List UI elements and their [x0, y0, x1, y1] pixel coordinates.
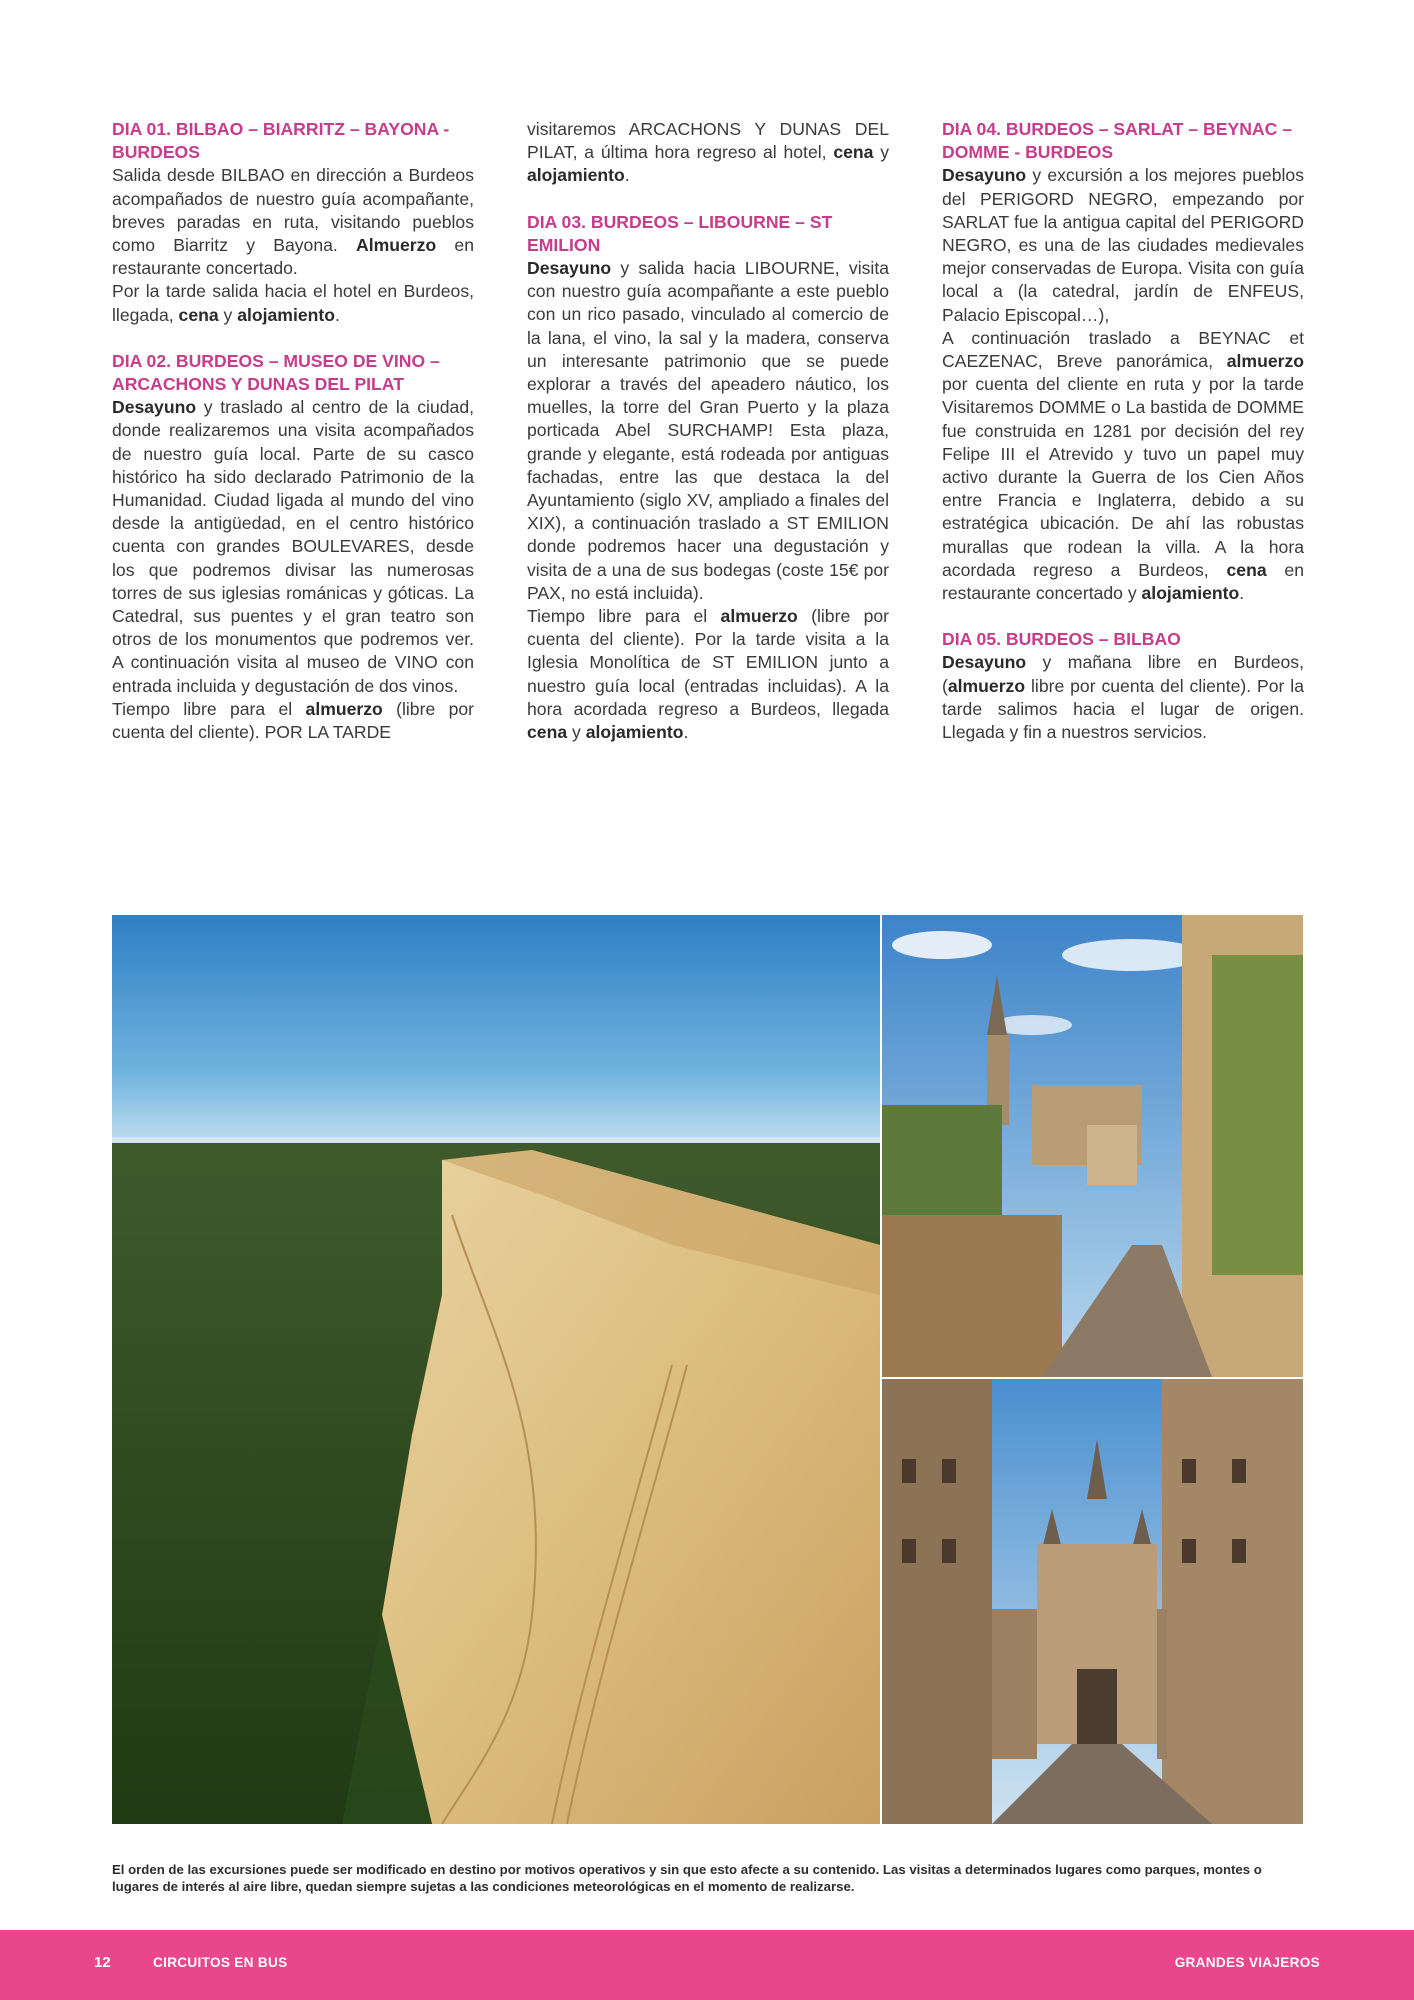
- day-02-paragraph-part-a: Tiempo libre para el almuerzo (libre por cuenta del cliente). POR LA TARDE: [112, 698, 474, 743]
- day-04: [942, 118, 1304, 605]
- village-illustration: [882, 915, 1303, 1377]
- porte-cailhau-bordeaux-photo: [882, 1379, 1303, 1824]
- dune-illustration: [112, 915, 880, 1824]
- day-01-paragraph: Salida desde BILBAO en dirección a Burdeos acompañados de nuestro guía acompañante, breves paradas en ruta, visitando pueblos como Biarritz y Bayona. Almuerzo en restaurante concertado.: [112, 165, 474, 279]
- gate-illustration: [882, 1379, 1303, 1824]
- brand-label: GRANDES VIAJEROS: [1174, 1955, 1320, 1970]
- day-03-paragraph: Desayuno y salida hacia LIBOURNE, visita con nuestro guía acompañante a este pueblo con un rico pasado, vinculado al comercio de la lana, el vino, la sal y la madera, conserva un interesante patrimonio que se puede explorar a través del apeadero náutico, los muelles, la torre del Gran Puerto y la plaza porticada Abel SURCHAMP! Esta plaza, grande y elegante, está rodeada por antiguas fachadas, entre las que destaca la del Ayuntamiento (siglo XV, ampliado a finales del XIX), a continuación traslado a ST EMILION donde podremos hacer una degustación y visita de a una de sus bodegas (coste 15€ por PAX, no está incluida).: [527, 258, 889, 603]
- day-04-paragraph: Desayuno y excursión a los mejores pueblos del PERIGORD NEGRO, empezando por SARLAT fue la antigua capital del PERIGORD NEGRO, es una de las ciudades medievales mejor conservadas de Europa. Visita con guía local a (la catedral, jardín de ENFEUS, Palacio Episcopal…),: [942, 165, 1304, 325]
- page-number: 12: [94, 1954, 111, 1971]
- day-04-paragraph: A continuación traslado a BEYNAC et CAEZENAC, Breve panorámica, almuerzo por cuenta del cliente en ruta y por la tarde Visitaremos DOMME o La bastida de DOMME fue construida en 1281 por decisión del rey Felipe III el Atrevido y tuvo un papel muy activo durante la Guerra de los Cien Años entre Francia e Inglaterra, debido a su estratégica ubicación. De ahí las robustas murallas que rodean la villa. A la hora acordada regreso a Burdeos, cena en restaurante concertado y alojamiento.: [942, 327, 1304, 604]
- photo-collage: [112, 915, 1303, 1824]
- day-01-title: DIA 01. BILBAO – BIARRITZ – BAYONA - BURDEOS: [112, 119, 450, 163]
- column-3: [942, 118, 1304, 767]
- disclaimer-note: El orden de las excursiones puede ser modificado en destino por motivos operativos y sin que esto afecte a su contenido. Las visitas a determinados lugares como parques, montes o lugares de interés al aire libre, quedan siempre sujetas a las condiciones meteorológicas en el momento de realizarse.: [112, 1862, 1262, 1895]
- day-03-title: DIA 03. BURDEOS – LIBOURNE – ST EMILION: [527, 211, 833, 255]
- day-05-paragraph: Desayuno y mañana libre en Burdeos, (almuerzo libre por cuenta del cliente). Por la tarde salimos hacia el lugar de origen. Llegada y fin a nuestros servicios.: [942, 652, 1304, 743]
- day-05-title: DIA 05. BURDEOS – BILBAO: [942, 629, 1181, 650]
- column-1: [112, 118, 474, 767]
- day-02-title: DIA 02. BURDEOS – MUSEO DE VINO – ARCACHONS Y DUNAS DEL PILAT: [112, 350, 440, 395]
- column-2: [527, 118, 889, 767]
- day-04-title: DIA 04. BURDEOS – SARLAT – BEYNAC – DOMME - BURDEOS: [942, 119, 1292, 163]
- page-footer: [0, 1930, 1414, 2000]
- day-02-paragraph: Desayuno y traslado al centro de la ciudad, donde realizaremos una visita acompañados de nuestro guía local. Parte de su casco histórico ha sido declarado Patrimonio de la Humanidad. Ciudad ligada al mundo del vino desde la antigüedad, en el centro histórico cuenta con grandes BOULEVARES, desde los que podremos divisar las numerosas torres de sus iglesias románicas y góticas. La Catedral, sus puentes y el gran teatro son otros de los monumentos que podremos ver. A continuación visita al museo de VINO con entrada incluida y degustación de dos vinos.: [112, 397, 474, 696]
- saint-emilion-street-photo: [882, 915, 1303, 1377]
- day-02-continued: [527, 118, 889, 188]
- day-02: [112, 350, 474, 744]
- day-03-paragraph: Tiempo libre para el almuerzo (libre por cuenta del cliente). Por la tarde visita a la Iglesia Monolítica de ST EMILION junto a nuestro guía local (entradas incluidas). A la hora acordada regreso a Burdeos, llegada cena y alojamiento.: [527, 606, 889, 743]
- day-01: [112, 118, 474, 327]
- section-label: CIRCUITOS EN BUS: [153, 1955, 288, 1970]
- day-01-paragraph: Por la tarde salida hacia el hotel en Burdeos, llegada, cena y alojamiento.: [112, 281, 474, 325]
- day-03: [527, 211, 889, 745]
- day-02-paragraph-part-b: visitaremos ARCACHONS Y DUNAS DEL PILAT, a última hora regreso al hotel, cena y alojamiento.: [527, 119, 889, 186]
- day-05: [942, 628, 1304, 744]
- dune-of-pilat-photo: [112, 915, 880, 1824]
